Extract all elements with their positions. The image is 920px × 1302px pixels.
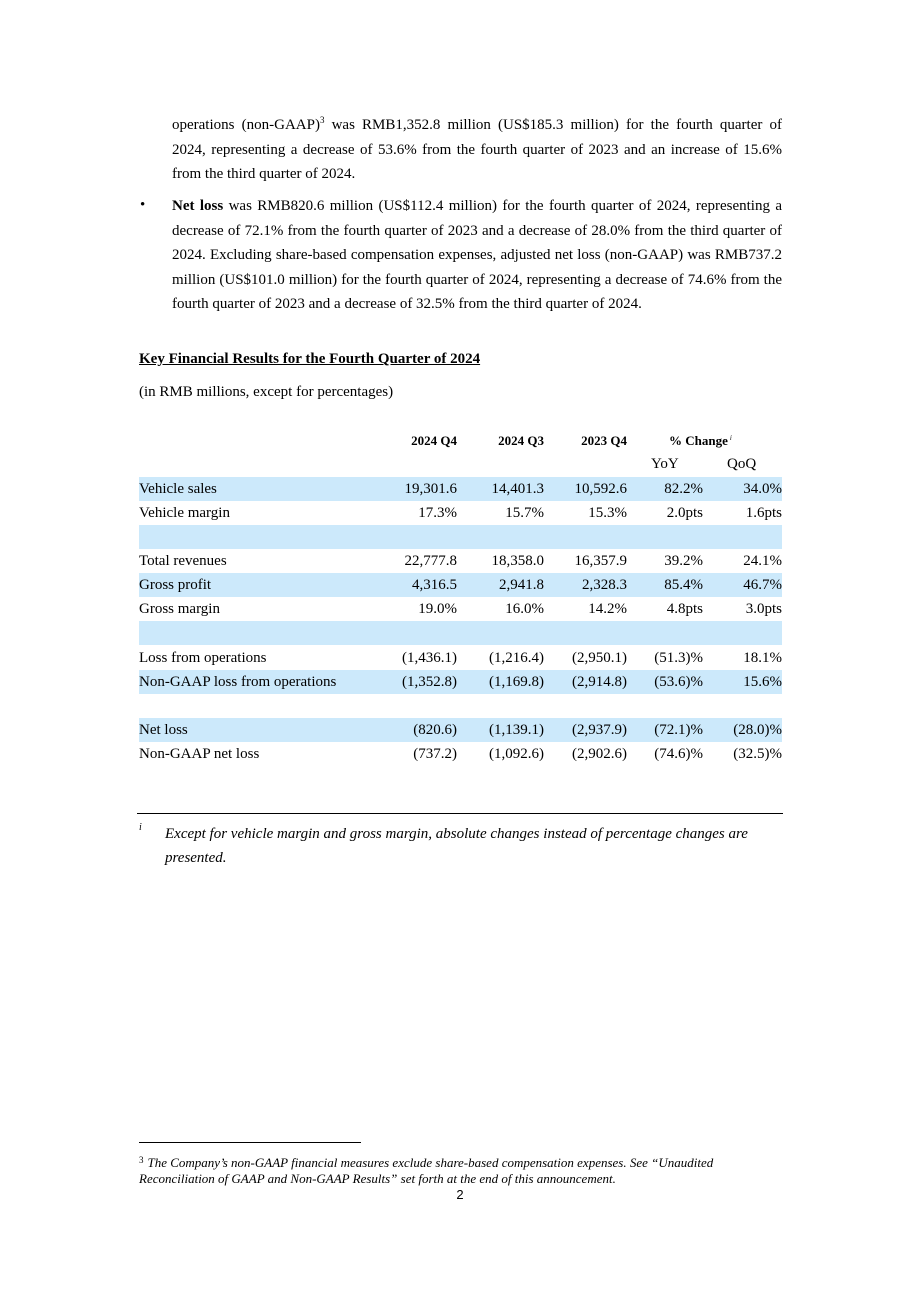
cell-2024q4: 19,301.6	[404, 481, 457, 497]
row-label: Non-GAAP loss from operations	[139, 674, 337, 690]
cell-2024q3: 14,401.3	[491, 481, 544, 497]
cell-yoy: 4.8pts	[666, 601, 703, 617]
cell-2023q4: 16,357.9	[574, 553, 627, 569]
cell-2024q3: 2,941.8	[499, 577, 544, 593]
table-row	[139, 742, 782, 766]
table-row	[139, 718, 782, 742]
cell-yoy: (51.3)%	[654, 650, 703, 666]
cell-2024q4: 19.0%	[418, 601, 457, 617]
cell-2024q3: 15.7%	[505, 505, 544, 521]
cell-2023q4: (2,914.8)	[572, 674, 627, 690]
footnote-ref-i: i	[729, 434, 732, 442]
cell-2024q3: (1,092.6)	[489, 746, 544, 762]
row-label: Non-GAAP net loss	[139, 746, 260, 762]
table-footnote-rule	[137, 813, 783, 814]
row-label: Vehicle sales	[139, 481, 217, 497]
row-label: Loss from operations	[139, 650, 267, 666]
cell-2024q3: 18,358.0	[491, 553, 544, 569]
cell-2024q4: (1,352.8)	[402, 674, 457, 690]
table-footnote-mark: i	[139, 822, 142, 833]
net-loss-bold-label: Net loss	[172, 198, 224, 214]
cell-2023q4: 14.2%	[588, 601, 627, 617]
cell-qoq: (32.5)%	[733, 746, 782, 762]
row-label: Net loss	[139, 722, 188, 738]
cell-yoy: (74.6)%	[654, 746, 703, 762]
cell-2024q3: (1,169.8)	[489, 674, 544, 690]
cell-2024q4: (820.6)	[413, 722, 457, 738]
table-heading: Key Financial Results for the Fourth Quarter of 2024	[139, 351, 481, 367]
page-footnote-rule	[139, 1142, 361, 1143]
cell-yoy: 39.2%	[664, 553, 703, 569]
cell-2024q4: (1,436.1)	[402, 650, 457, 666]
cell-2024q3: (1,216.4)	[489, 650, 544, 666]
cell-2023q4: (2,950.1)	[572, 650, 627, 666]
row-label: Gross profit	[139, 577, 212, 593]
row-label: Vehicle margin	[139, 505, 230, 521]
row-label: Gross margin	[139, 601, 220, 617]
col-header-change-label: % Change	[669, 433, 728, 448]
cell-2023q4: 15.3%	[588, 505, 627, 521]
intro-lead: operations (non-GAAP)	[172, 117, 320, 133]
subcol-yoy: YoY	[651, 456, 679, 472]
row-label: Total revenues	[139, 553, 227, 569]
table-row	[139, 573, 782, 597]
col-header-change	[669, 433, 732, 449]
cell-qoq: 46.7%	[743, 577, 782, 593]
cell-qoq: 1.6pts	[745, 505, 782, 521]
cell-2023q4: (2,937.9)	[572, 722, 627, 738]
table-footnote-text: Except for vehicle margin and gross margin, absolute changes instead of percentage changes are presented.	[165, 826, 748, 866]
cell-qoq: 3.0pts	[745, 601, 782, 617]
col-header-2023q4: 2023 Q4	[581, 433, 627, 448]
table-spacer-row	[139, 525, 782, 549]
cell-qoq: (28.0)%	[733, 722, 782, 738]
col-header-2024q4: 2024 Q4	[411, 433, 457, 448]
page-number: 2	[456, 1187, 464, 1202]
cell-2024q3: (1,139.1)	[489, 722, 544, 738]
cell-2024q4: 17.3%	[418, 505, 457, 521]
table-spacer-row	[139, 621, 782, 645]
cell-qoq: 18.1%	[743, 650, 782, 666]
cell-2024q4: (737.2)	[413, 746, 457, 762]
subcol-qoq: QoQ	[727, 456, 757, 472]
footnote-ref-3: 3	[319, 115, 325, 125]
cell-yoy: (53.6)%	[654, 674, 703, 690]
table-row	[139, 549, 782, 573]
cell-yoy: 2.0pts	[666, 505, 703, 521]
cell-qoq: 24.1%	[743, 553, 782, 569]
page-footnote-mark: 3	[139, 1155, 144, 1165]
cell-qoq: 34.0%	[743, 481, 782, 497]
table-row	[139, 646, 782, 670]
cell-yoy: 85.4%	[664, 577, 703, 593]
cell-2024q4: 22,777.8	[404, 553, 457, 569]
cell-yoy: (72.1)%	[654, 722, 703, 738]
page-footnote	[139, 1155, 784, 1187]
cell-2023q4: (2,902.6)	[572, 746, 627, 762]
cell-2024q4: 4,316.5	[412, 577, 457, 593]
col-header-2024q3: 2024 Q3	[498, 433, 544, 448]
net-loss-text: was RMB820.6 million (US$112.4 million) for the fourth quarter of 2024, representing a decrease of 72.1% from the fourth quarter of 2023 and a decrease of 28.0% from the third quarter of 2024. Excluding share-based compensation expenses, adjusted net loss (non-GAAP) was RMB737.2 million (US$101.0 million) for the fourth quarter of 2024, representing a decrease of 74.6% from the fourth quarter of 2023 and a decrease of 32.5% from the third quarter of 2024.	[172, 198, 782, 312]
table-row	[139, 477, 782, 501]
cell-2023q4: 2,328.3	[582, 577, 627, 593]
table-row	[139, 597, 782, 621]
table-row	[139, 670, 782, 694]
cell-2023q4: 10,592.6	[574, 481, 627, 497]
table-subheading: (in RMB millions, except for percentages)	[139, 384, 394, 400]
table-row	[139, 501, 782, 525]
page-footnote-text: The Company’s non-GAAP financial measures exclude share-based compensation expenses. See “Unaudited Reconciliation of GAAP and Non-GAAP Results” set forth at the end of this announcement.	[139, 1155, 714, 1186]
intro-paragraph	[172, 113, 782, 187]
intro-text: was RMB1,352.8 million (US$185.3 million) for the fourth quarter of 2024, representing a decrease of 53.6% from the fourth quarter of 2023 and an increase of 15.6% from the third quarter of 2024.	[172, 117, 783, 182]
bullet-marker: •	[140, 197, 146, 213]
cell-qoq: 15.6%	[743, 674, 782, 690]
net-loss-paragraph	[172, 194, 782, 317]
cell-2024q3: 16.0%	[505, 601, 544, 617]
cell-yoy: 82.2%	[664, 481, 703, 497]
